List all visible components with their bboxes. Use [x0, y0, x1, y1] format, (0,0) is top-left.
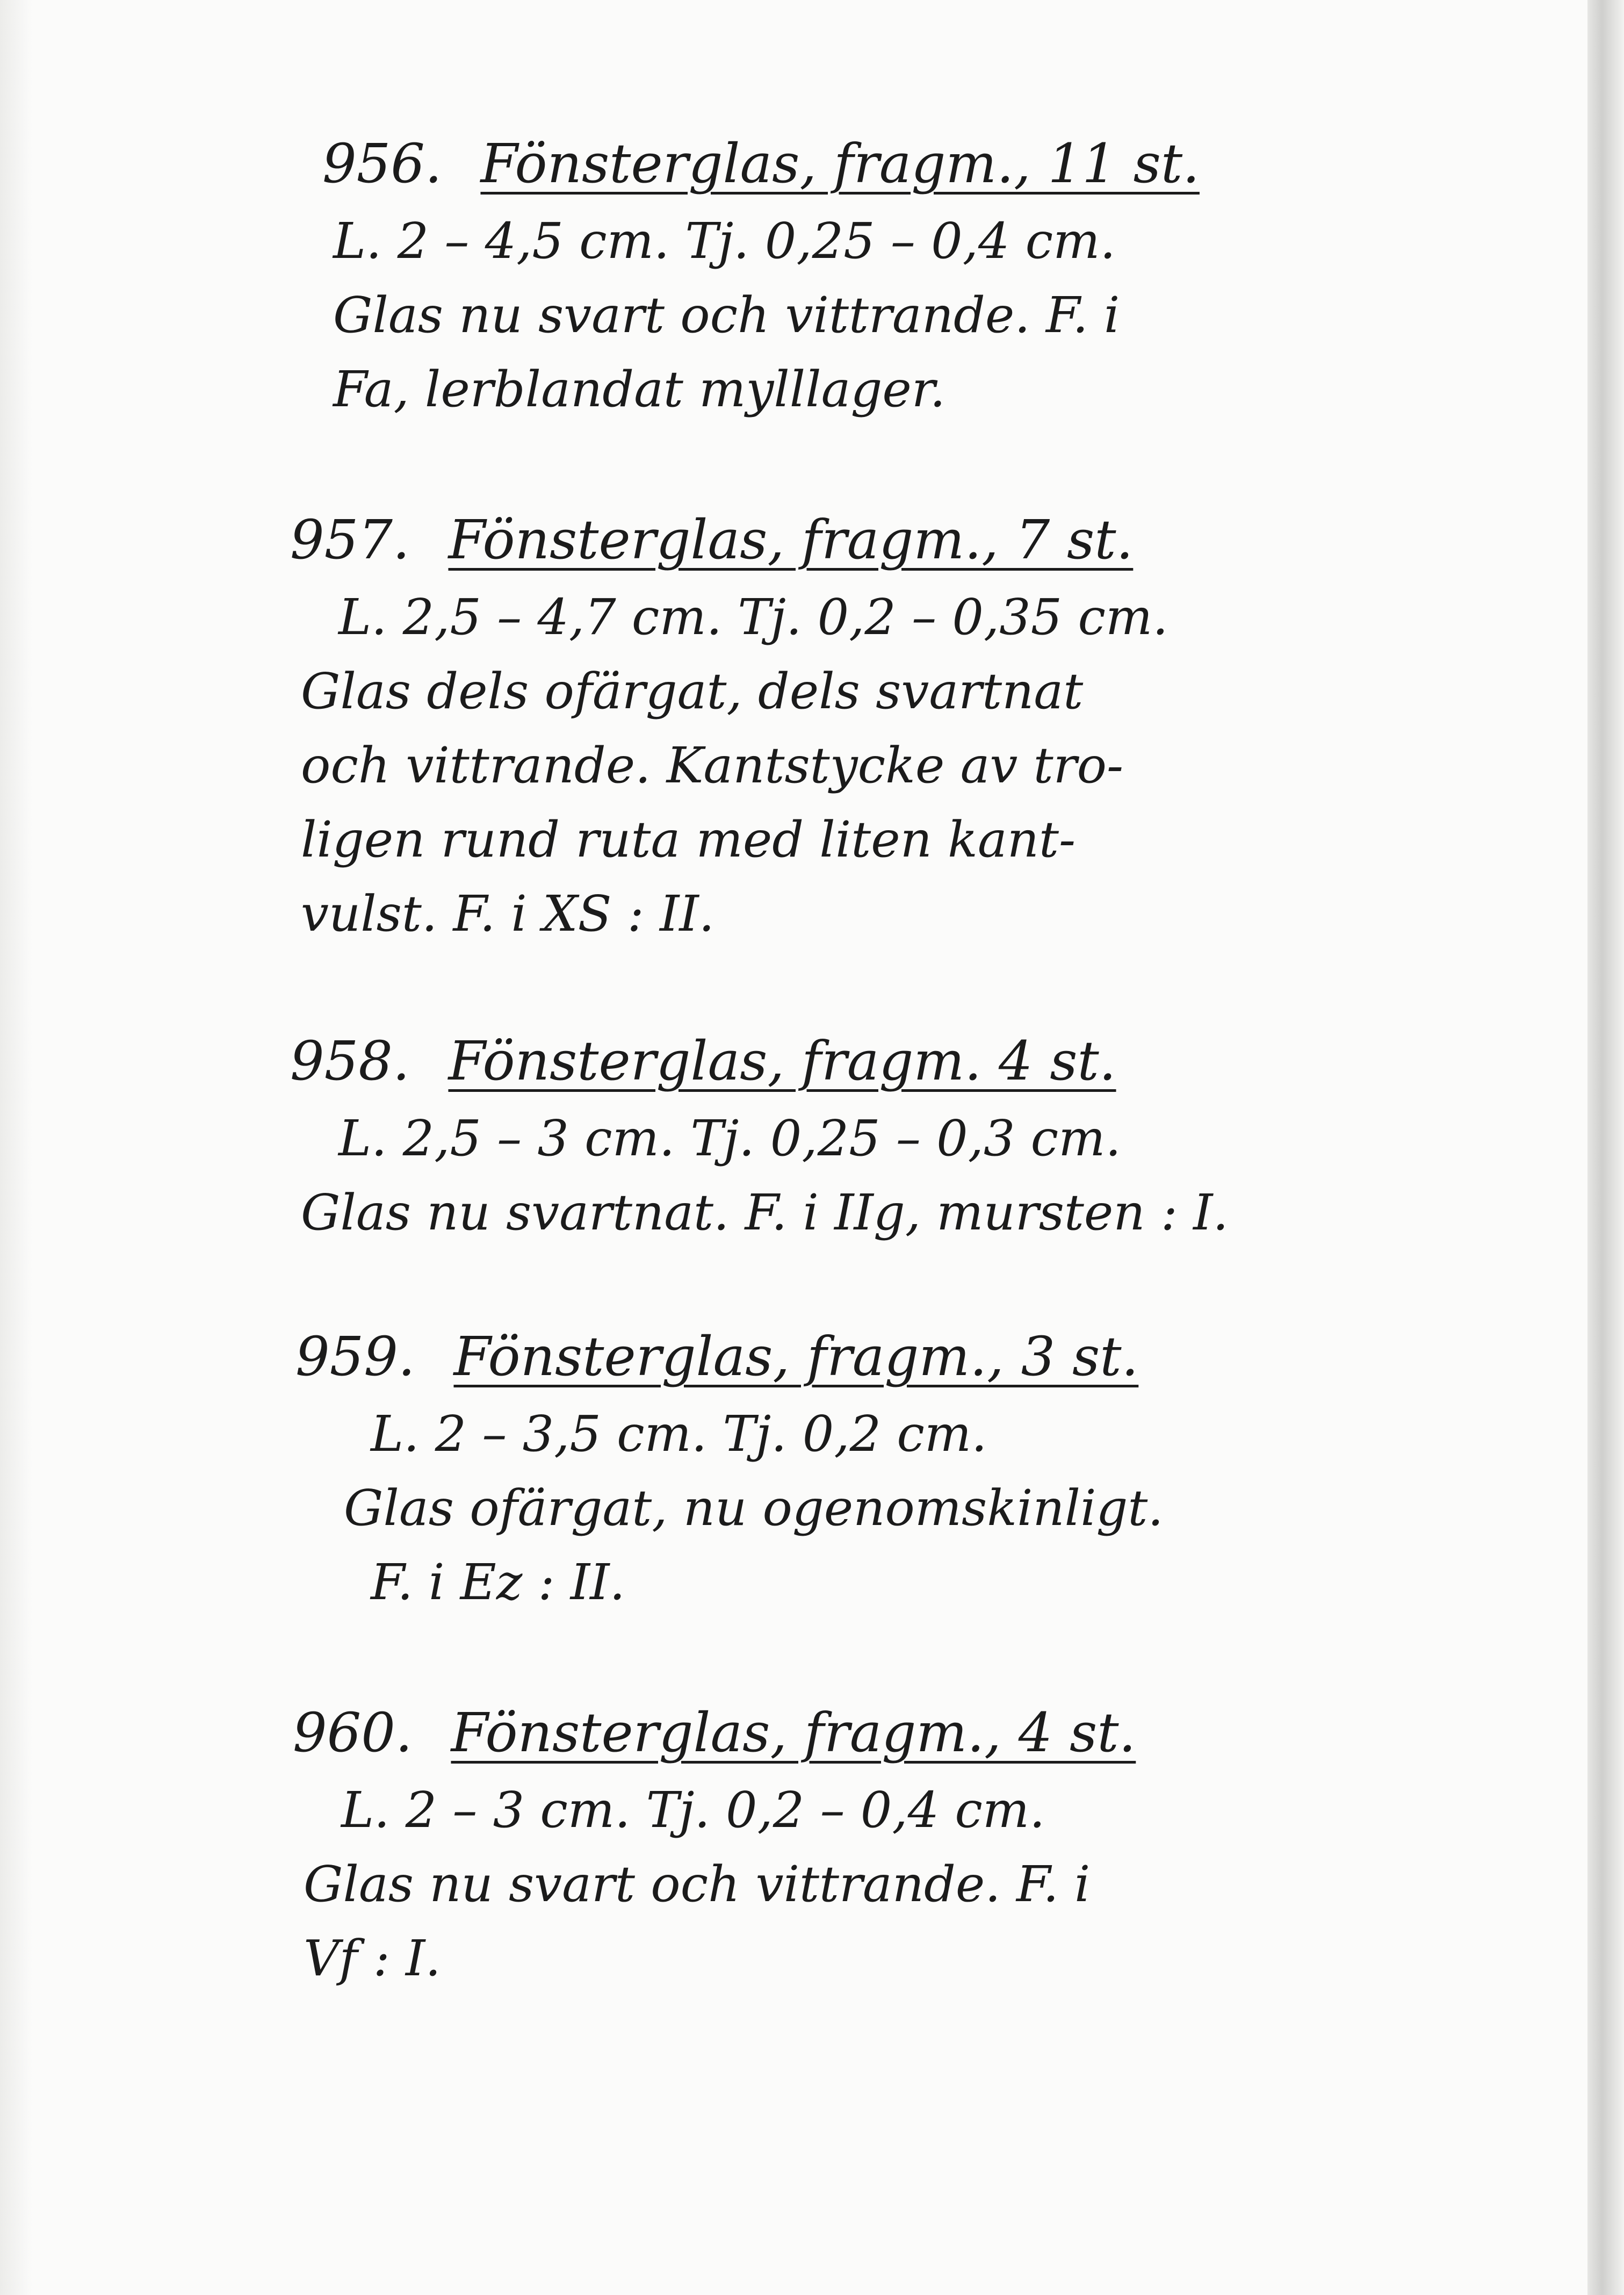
page-gutter-shadow: [0, 0, 32, 2295]
entry-title: Fönsterglas, fragm., 11 st.: [480, 132, 1200, 195]
entry-description: Glas nu svartnat. F. i IIg, mursten : I.: [301, 1184, 1229, 1241]
entry-description: Glas nu svart och vittrande. F. i: [333, 286, 1120, 344]
page-edge: [1587, 0, 1624, 2295]
entry-title: Fönsterglas, fragm., 7 st.: [448, 508, 1134, 571]
catalog-entry-956: [322, 124, 1504, 427]
entry-number: 960.: [293, 1701, 413, 1764]
entry-measurements: L. 2 – 4,5 cm. Tj. 0,25 – 0,4 cm.: [333, 212, 1116, 270]
entry-find-location: Fa, lerblandat mylllager.: [333, 361, 945, 418]
entry-title: Fönsterglas, fragm., 3 st.: [453, 1325, 1139, 1388]
entry-number: 958.: [290, 1030, 410, 1092]
entry-description: Glas dels ofärgat, dels svartnat: [301, 663, 1084, 720]
catalog-entry-958: [290, 1021, 1472, 1250]
entry-heading: [295, 1316, 1477, 1397]
entry-description: Glas ofärgat, nu ogenomskinligt.: [344, 1479, 1164, 1537]
entry-heading: [290, 500, 1472, 580]
entry-title: Fönsterglas, fragm. 4 st.: [448, 1030, 1116, 1092]
entry-description: Glas nu svart och vittrande. F. i: [304, 1855, 1091, 1913]
entry-description: ligen rund ruta med liten kant-: [301, 811, 1076, 868]
entry-number: 956.: [322, 132, 442, 195]
entry-measurements: L. 2,5 – 3 cm. Tj. 0,25 – 0,3 cm.: [338, 1110, 1121, 1167]
entry-measurements: L. 2 – 3 cm. Tj. 0,2 – 0,4 cm.: [341, 1781, 1045, 1839]
entry-measurements: L. 2,5 – 4,7 cm. Tj. 0,2 – 0,35 cm.: [338, 588, 1168, 646]
entry-measurements: L. 2 – 3,5 cm. Tj. 0,2 cm.: [371, 1405, 987, 1463]
catalog-entry-959: [295, 1316, 1477, 1620]
catalog-entry-957: [290, 500, 1472, 951]
entry-find-location: vulst. F. i XS : II.: [301, 885, 714, 943]
entry-title: Fönsterglas, fragm., 4 st.: [451, 1701, 1136, 1764]
entry-description: och vittrande. Kantstycke av tro-: [301, 737, 1124, 794]
catalog-entry-960: [293, 1693, 1475, 1996]
entry-number: 957.: [290, 508, 410, 571]
entry-heading: [293, 1693, 1475, 1773]
entry-heading: [322, 124, 1504, 204]
entry-find-location: F. i Ez : II.: [371, 1553, 625, 1611]
entry-find-location: Vf : I.: [304, 1930, 441, 1987]
entry-number: 959.: [295, 1325, 415, 1388]
entry-heading: [290, 1021, 1472, 1102]
